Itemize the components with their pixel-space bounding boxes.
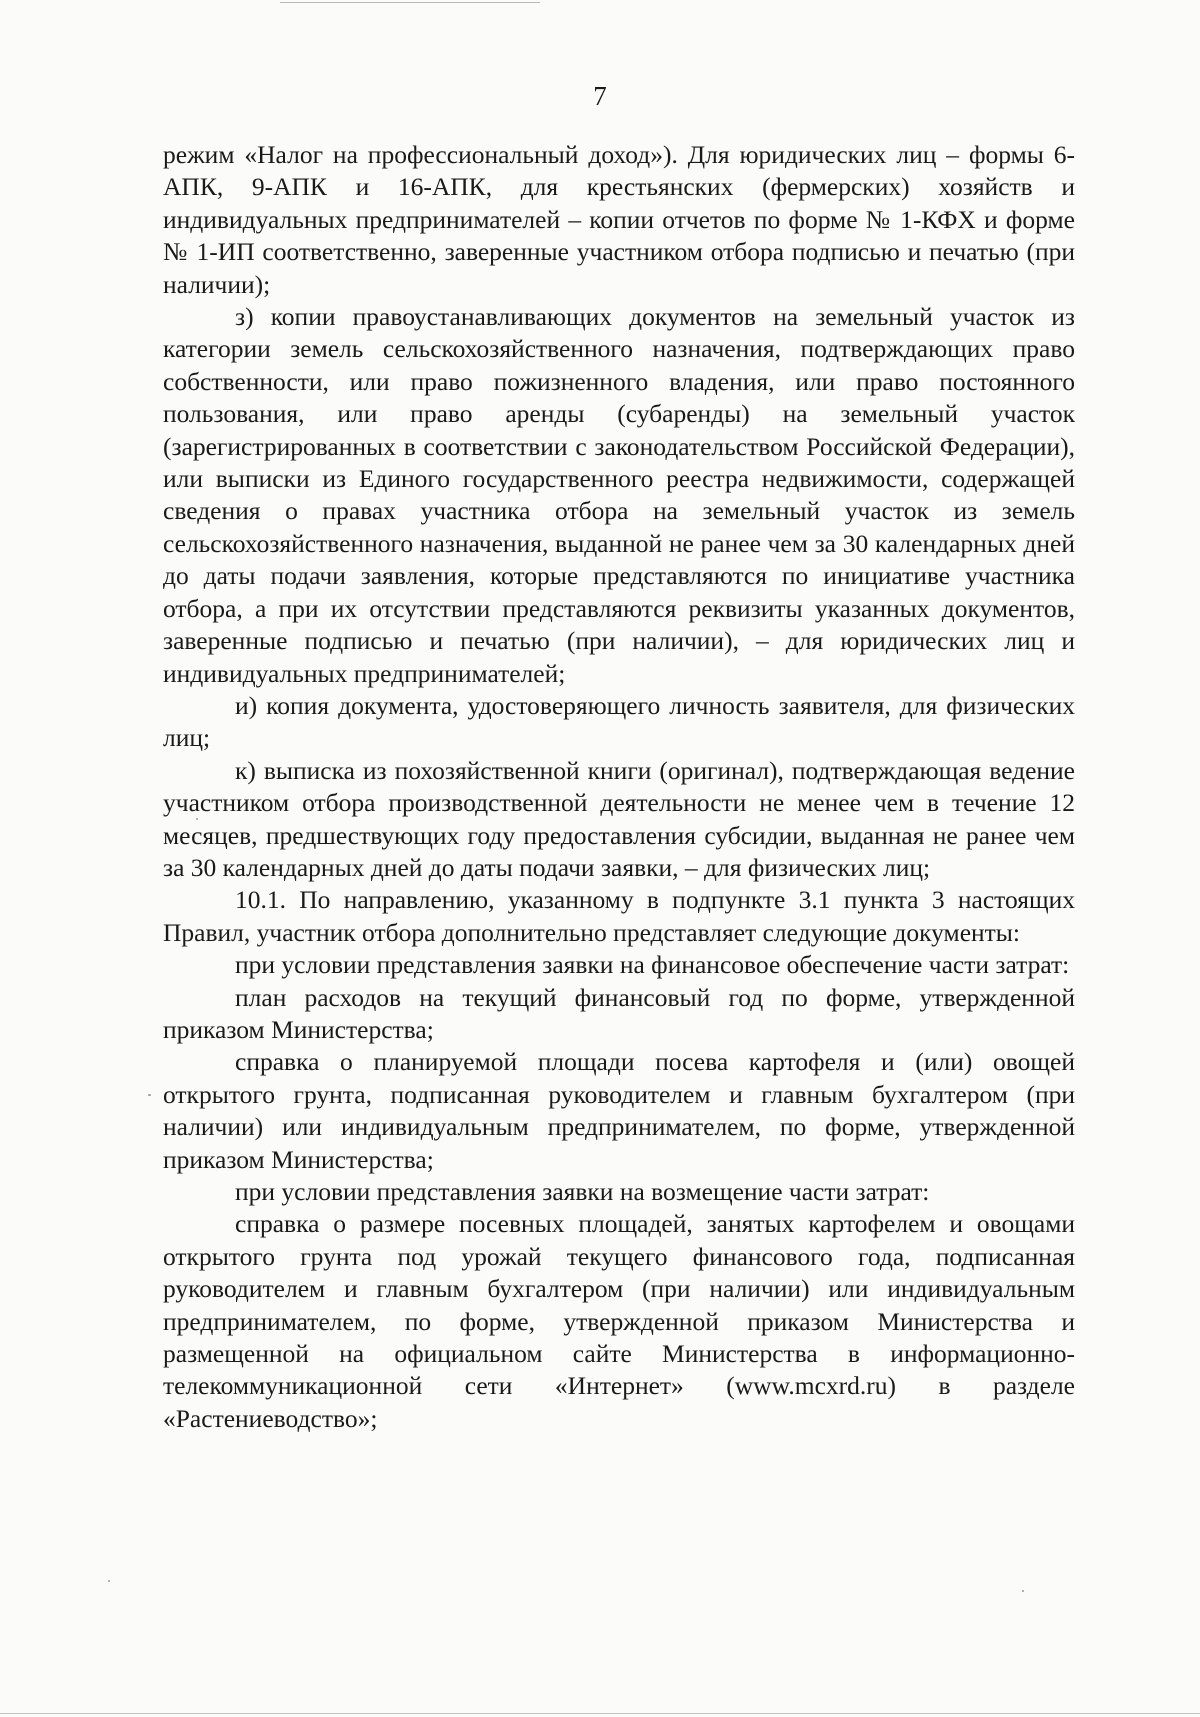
- scan-artifact-line: [280, 2, 540, 3]
- paragraph-continuation: режим «Налог на профессиональный доход»). Для юридических лиц – формы 6-АПК, 9-АПК и 16-АПК, для крестьянских (фермерских) хозяйств и индивидуальных предпринимателей – копии отчетов по форме № 1-КФХ и форме № 1-ИП соответственно, заверенные участником отбора подписью и печатью (при наличии);: [163, 140, 1075, 299]
- page-number: 7: [593, 81, 607, 111]
- scan-speck: [1022, 1590, 1024, 1592]
- paragraph-item-k: к) выписка из похозяйственной книги (оригинал), подтверждающая ведение участником отбора производственной деятельности не менее чем в течение 12 месяцев, предшествующих году предоставления субсидии, выданная не ранее чем за 30 календарных дней до даты подачи заявки, – для физических лиц;: [163, 755, 1075, 882]
- paragraph-section-10-1: 10.1. По направлению, указанному в подпункте 3.1 пункта 3 настоящих Правил, участник отбора дополнительно представляет следующие документы:: [163, 885, 1075, 947]
- scan-speck: [108, 1580, 110, 1582]
- paragraph-condition-reimbursement: при условии представления заявки на возмещение части затрат:: [235, 1177, 930, 1206]
- paragraph-item-z: з) копии правоустанавливающих документов на земельный участок из категории земель сельскохозяйственного назначения, подтверждающих право собственности, или право пожизненного владения, или право постоянного пользования, или право аренды (субаренды) на земельный участок (зарегистрированных в соответствии с законодательством Российской Федерации), или выписки из Единого государственного реестра недвижимости, содержащей сведения о правах участника отбора на земельный участок из земель сельскохозяйственного назначения, выданной не ранее чем за 30 календарных дней до даты подачи заявления, которые представляются по инициативе участника отбора, а при их отсутствии представляются реквизиты указанных документов, заверенные подписью и печатью (при наличии), – для юридических лиц и индивидуальных предпринимателей;: [163, 302, 1075, 688]
- paragraph-sown-area-certificate: справка о размере посевных площадей, занятых картофелем и овощами открытого грунта под урожай текущего финансового года, подписанная руководителем и главным бухгалтером (при наличии) или индивидуальным предпринимателем, по форме, утвержденной приказом Министерства и размещенной на официальном сайте Министерства в информационно-телекоммуникационной сети «Интернет» (www.mcxrd.ru) в разделе «Растениеводство»;: [163, 1209, 1075, 1433]
- scan-speck: [148, 1094, 151, 1096]
- paragraph-condition-financing: при условии представления заявки на финансовое обеспечение части затрат:: [235, 950, 1070, 980]
- scan-speck: [196, 818, 198, 820]
- scan-artifact-line: [0, 1713, 1200, 1714]
- paragraph-planned-area-certificate: справка о планируемой площади посева картофеля и (или) овощей открытого грунта, подписанная руководителем и главным бухгалтером (при наличии) или индивидуальным предпринимателем, по форме, утвержденной приказом Министерства;: [163, 1047, 1075, 1174]
- document-body: [163, 139, 1075, 1435]
- paragraph-expense-plan: план расходов на текущий финансовый год по форме, утвержденной приказом Министерства;: [163, 982, 1075, 1044]
- paragraph-item-i: и) копия документа, удостоверяющего личность заявителя, для физических лиц;: [163, 690, 1075, 753]
